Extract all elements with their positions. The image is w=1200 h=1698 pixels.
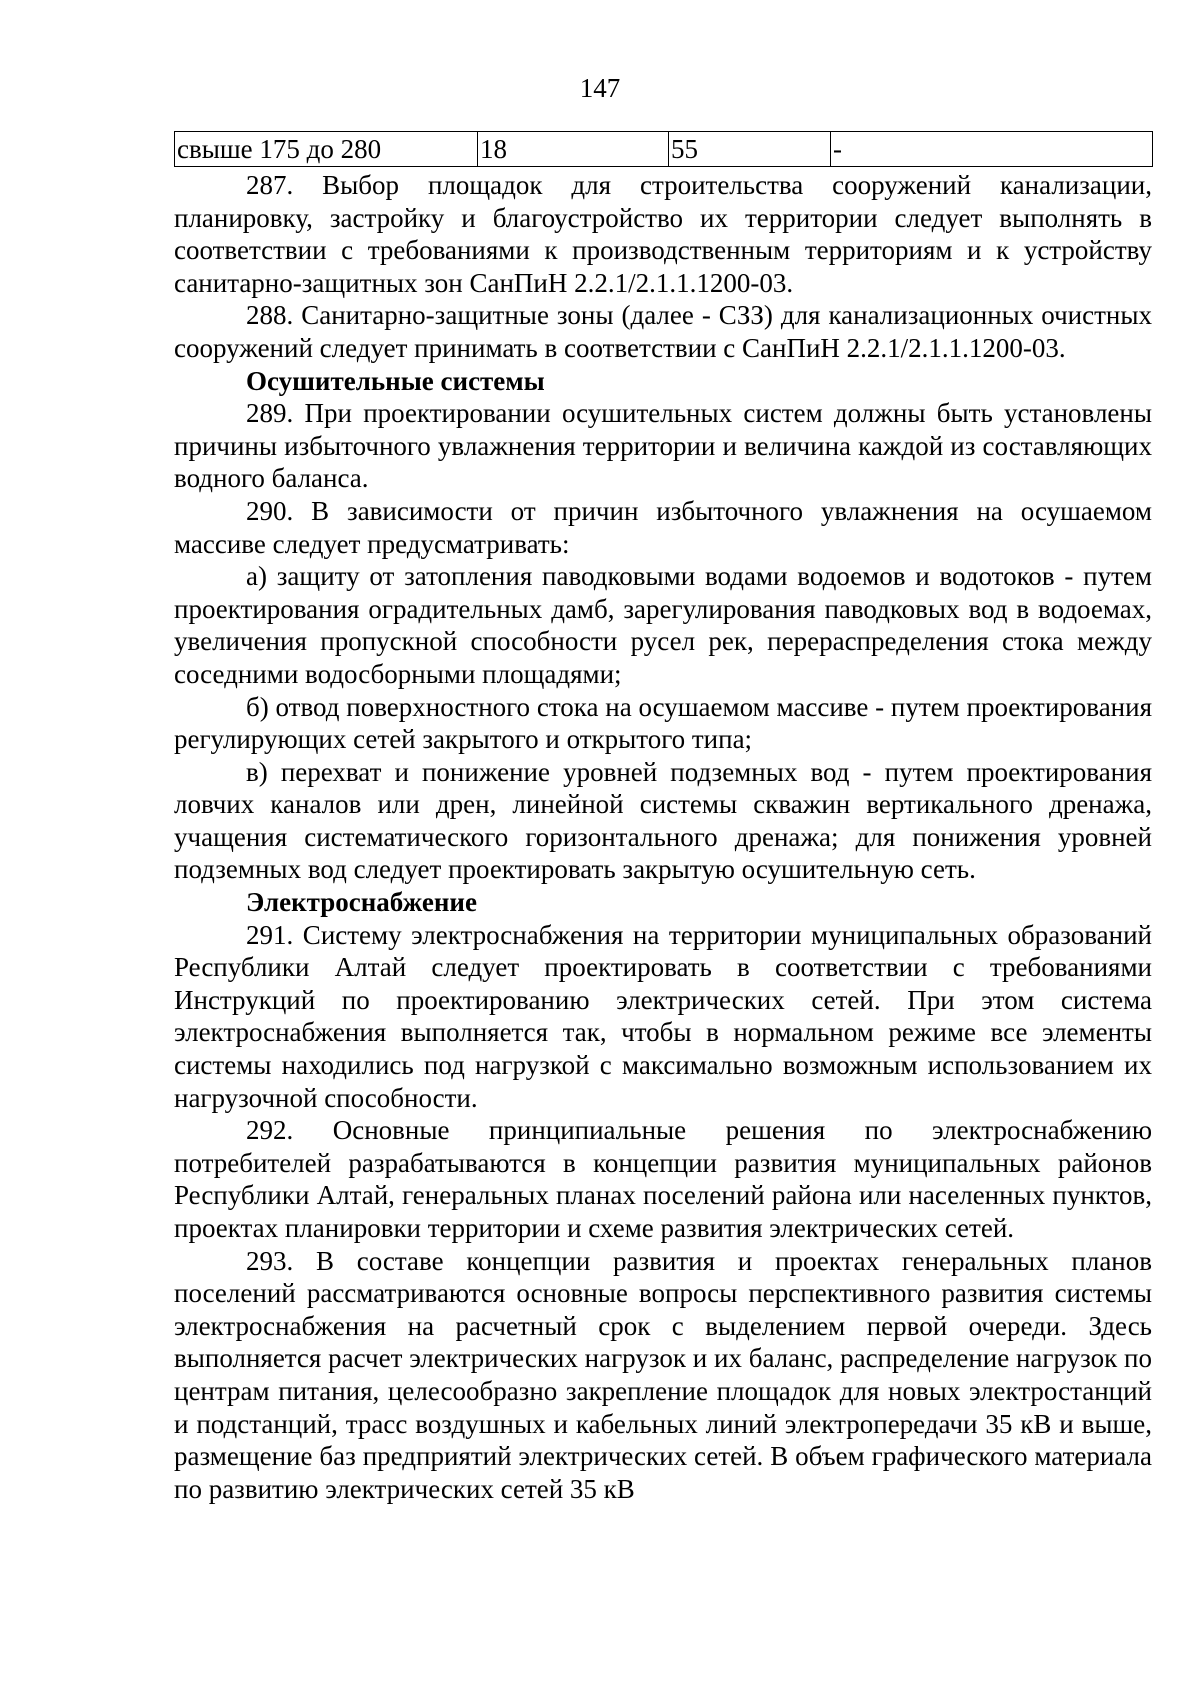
section-heading-drainage: Осушительные системы — [246, 365, 545, 396]
table-cell-value-1: 18 — [478, 132, 669, 167]
list-item-a: а) защиту от затопления паводковыми водами водоемов и водотоков - путем проектирования оградительных дамб, зарегулирования паводковых вод в водоемах, увеличения пропускной способности русел рек, перераспределения стока между соседними водосборными площадями; — [174, 561, 1152, 689]
paragraph-288: 288. Санитарно-защитные зоны (далее - СЗЗ) для канализационных очистных сооружений следует принимать в соответствии с СанПиН 2.2.1/2.1.1.1200-03. — [174, 300, 1152, 363]
paragraph-292: 292. Основные принципиальные решения по электроснабжению потребителей разрабатываются в концепции развития муниципальных районов Республики Алтай, генеральных планах поселений района или населенных пунктов, проектах планировки территории и схеме развития электрических сетей. — [174, 1115, 1152, 1243]
page-number: 147 — [579, 73, 621, 103]
table-cell-value-3: - — [831, 132, 1153, 167]
paragraph-289: 289. При проектировании осушительных систем должны быть установлены причины избыточного увлажнения территории и величина каждой из составляющих водного баланса. — [174, 398, 1152, 494]
paragraph-290: 290. В зависимости от причин избыточного увлажнения на осушаемом массиве следует предусматривать: — [174, 495, 1152, 559]
page-content — [174, 131, 1152, 1505]
table-cell-value-2: 55 — [669, 132, 831, 167]
list-item-b: б) отвод поверхностного стока на осушаемом массиве - путем проектирования регулирующих сетей закрытого и открытого типа; — [174, 691, 1152, 755]
list-item-v: в) перехват и понижение уровней подземных вод - путем проектирования ловчих каналов или дрен, линейной системы скважин вертикального дренажа, учащения систематического горизонтального дренажа; для понижения уровней подземных вод следует проектировать закрытую осушительную сеть. — [174, 756, 1152, 885]
paragraph-287: 287. Выбор площадок для строительства сооружений канализации, планировку, застройку и благоустройство их территории следует выполнять в соответствии с требованиями к производственным территориям и к устройству санитарно-защитных зон СанПиН 2.2.1/2.1.1.1200-03. — [174, 170, 1152, 298]
table-fragment — [174, 131, 1153, 167]
section-heading-power-supply: Электроснабжение — [246, 887, 477, 918]
table-row — [175, 132, 1153, 167]
table-cell-range: свыше 175 до 280 — [175, 132, 478, 167]
paragraph-293: 293. В составе концепции развития и проектах генеральных планов поселений рассматриваются основные вопросы перспективного развития системы электроснабжения на расчетный срок с выделением первой очереди. Здесь выполняется расчет электрических нагрузок и их баланс, распределение нагрузок по центрам питания, целесообразно закрепление площадок для новых электростанций и подстанций, трасс воздушных и кабельных линий электропередачи 35 кВ и выше, размещение баз предприятий электрических сетей. В объем графического материала по развитию электрических сетей 35 кВ — [174, 1245, 1152, 1504]
paragraph-291: 291. Систему электроснабжения на территории муниципальных образований Республики Алтай следует проектировать в соответствии с требованиями Инструкций по проектированию электрических сетей. При этом система электроснабжения выполняется так, чтобы в нормальном режиме все элементы системы находились под нагрузкой с максимально возможным использованием их нагрузочной способности. — [174, 919, 1152, 1113]
